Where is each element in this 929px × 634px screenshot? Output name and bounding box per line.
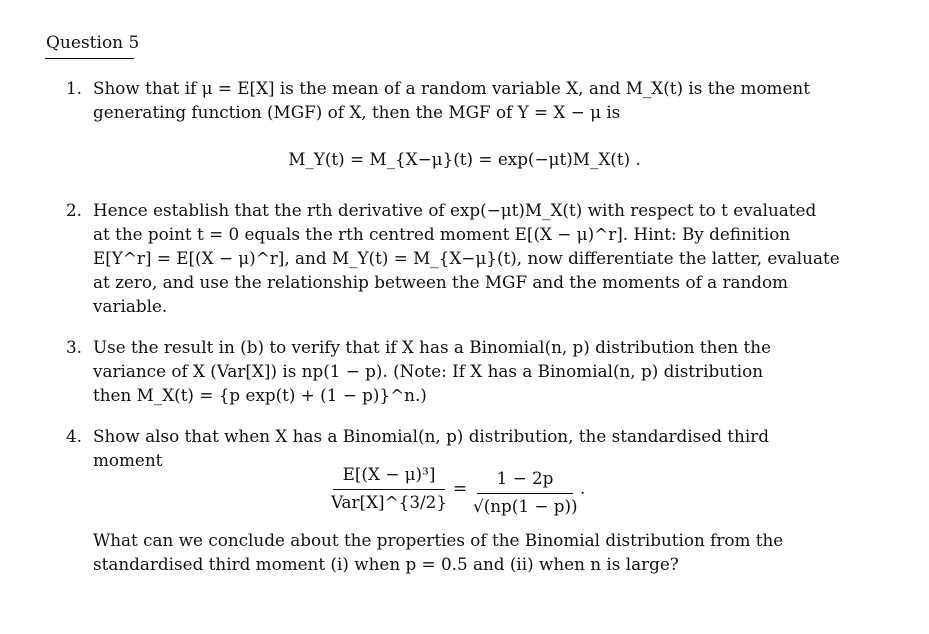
fraction-end-period: . xyxy=(580,478,586,498)
item-text-line: variance of X (Var[X]) is np(1 − p). (Note: If X has a Binomial(n, p) distribution xyxy=(93,361,764,381)
item-text-line: standardised third moment (i) when p = 0.5 and (ii) when n is large? xyxy=(93,554,679,574)
list-item-4-continued xyxy=(66,528,828,576)
question-heading: Question 5 xyxy=(46,33,140,53)
list-item-2 xyxy=(66,198,840,318)
display-equation-2 xyxy=(0,462,929,526)
item-text-line: Show that if μ = E[X] is the mean of a random variable X, and M_X(t) is the moment xyxy=(93,78,810,98)
item-text-line: then M_X(t) = {p exp(t) + (1 − p)}^n.) xyxy=(93,385,427,405)
item-text-line: E[Y^r] = E[(X − μ)^r], and M_Y(t) = M_{X−μ}(t), now differentiate the latter, evaluate xyxy=(93,248,840,268)
fraction-numerator-left: E[(X − μ)³] xyxy=(342,464,436,484)
item-number: 2. xyxy=(66,200,83,220)
item-text-line: variable. xyxy=(93,296,168,316)
fraction-denominator-right: √(np(1 − p)) xyxy=(473,496,578,516)
list-item-1 xyxy=(66,76,828,124)
item-number: 1. xyxy=(66,78,83,98)
equals-sign: = xyxy=(453,478,468,498)
item-text-line: at zero, and use the relationship between the MGF and the moments of a random xyxy=(93,272,789,292)
item-number: 3. xyxy=(66,337,83,357)
item-number: 4. xyxy=(66,426,83,446)
fraction-denominator-left: Var[X]^{3/2} xyxy=(330,492,448,512)
list-item-3 xyxy=(66,335,828,407)
item-text-line: generating function (MGF) of X, then the MGF of Y = X − μ is xyxy=(93,102,621,122)
item-text-line: What can we conclude about the properties of the Binomial distribution from the xyxy=(93,530,784,550)
item-text-line: moment xyxy=(93,450,163,470)
item-text-line: Show also that when X has a Binomial(n, p) distribution, the standardised third xyxy=(93,426,769,446)
fraction-numerator-right: 1 − 2p xyxy=(496,468,554,488)
item-text-line: at the point t = 0 equals the rth centred moment E[(X − μ)^r]. Hint: By definition xyxy=(93,224,791,244)
item-text-line: Hence establish that the rth derivative of exp(−μt)M_X(t) with respect to t evaluated xyxy=(93,200,817,220)
heading-underline xyxy=(45,58,134,59)
item-text-line: Use the result in (b) to verify that if X has a Binomial(n, p) distribution then the xyxy=(93,337,772,357)
display-equation-text: M_Y(t) = M_{X−μ}(t) = exp(−μt)M_X(t) . xyxy=(288,149,641,169)
